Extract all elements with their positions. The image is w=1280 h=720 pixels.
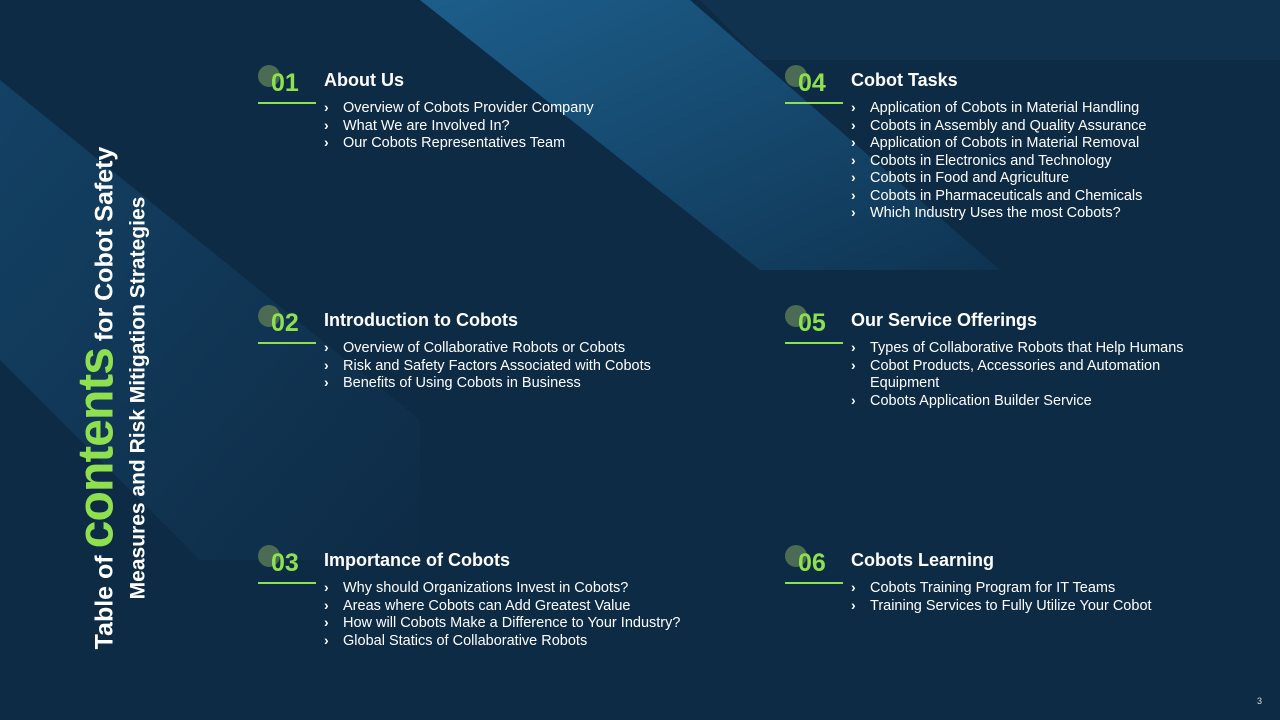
list-item: › Cobots in Assembly and Quality Assurance [851, 118, 1146, 136]
title-line2: Measures and Risk Mitigation Strategies [126, 196, 150, 600]
section-items [851, 340, 1184, 410]
title-prefix: Table of [90, 555, 119, 650]
list-item: › Cobots Training Program for IT Teams [851, 580, 1152, 598]
number-underline [785, 342, 843, 344]
list-item: › Our Cobots Representatives Team [324, 135, 594, 153]
section-number: 01 [271, 69, 299, 97]
list-item: › Why should Organizations Invest in Cobots? [324, 580, 680, 598]
section-number: 06 [798, 549, 826, 577]
list-item: › What We are Involved In? [324, 118, 594, 136]
section-number: 03 [271, 549, 299, 577]
list-item: › Overview of Cobots Provider Company [324, 100, 594, 118]
list-item: › How will Cobots Make a Difference to Your Industry? [324, 615, 680, 633]
list-item-continuation: Equipment [870, 375, 940, 391]
page-number: 3 [1256, 696, 1262, 706]
list-item: › Areas where Cobots can Add Greatest Value [324, 598, 680, 616]
list-item: › Cobots in Pharmaceuticals and Chemicals [851, 188, 1146, 206]
list-item: › Cobots in Electronics and Technology [851, 153, 1146, 171]
list-item: › Cobot Products, Accessories and Automation [851, 358, 1184, 376]
section-items [324, 340, 651, 393]
section-title: Cobot Tasks [851, 70, 958, 90]
list-item: › Training Services to Fully Utilize Your Cobot [851, 598, 1152, 616]
list-item: › Cobots Application Builder Service [851, 393, 1184, 411]
section-title: Our Service Offerings [851, 310, 1038, 330]
list-item: › Types of Collaborative Robots that Help Humans [851, 340, 1184, 358]
section-items [851, 580, 1152, 615]
number-underline [258, 582, 316, 584]
list-item: › Application of Cobots in Material Handling [851, 100, 1146, 118]
number-underline [258, 342, 316, 344]
section-number: 02 [271, 309, 299, 337]
section-title: Importance of Cobots [324, 550, 511, 570]
section-number: 05 [798, 309, 826, 337]
section-title: Cobots Learning [851, 550, 994, 570]
number-underline [258, 102, 316, 104]
number-underline [785, 582, 843, 584]
list-item: › Application of Cobots in Material Removal [851, 135, 1146, 153]
list-item: › Which Industry Uses the most Cobots? [851, 205, 1146, 223]
section-number: 04 [798, 69, 826, 97]
section-title: About Us [324, 70, 404, 90]
section-items [324, 580, 680, 650]
section-items [851, 100, 1146, 223]
list-item: › Benefits of Using Cobots in Business [324, 375, 651, 393]
vertical-title [44, 0, 184, 720]
title-highlight: contents [67, 348, 124, 549]
list-item: › Risk and Safety Factors Associated with Cobots [324, 358, 651, 376]
section-title: Introduction to Cobots [324, 310, 518, 330]
list-item: › Overview of Collaborative Robots or Cobots [324, 340, 651, 358]
number-underline [785, 102, 843, 104]
section-items [324, 100, 594, 153]
title-suffix: for Cobot Safety [90, 146, 119, 342]
list-item: › Cobots in Food and Agriculture [851, 170, 1146, 188]
list-item: › Global Statics of Collaborative Robots [324, 633, 680, 651]
